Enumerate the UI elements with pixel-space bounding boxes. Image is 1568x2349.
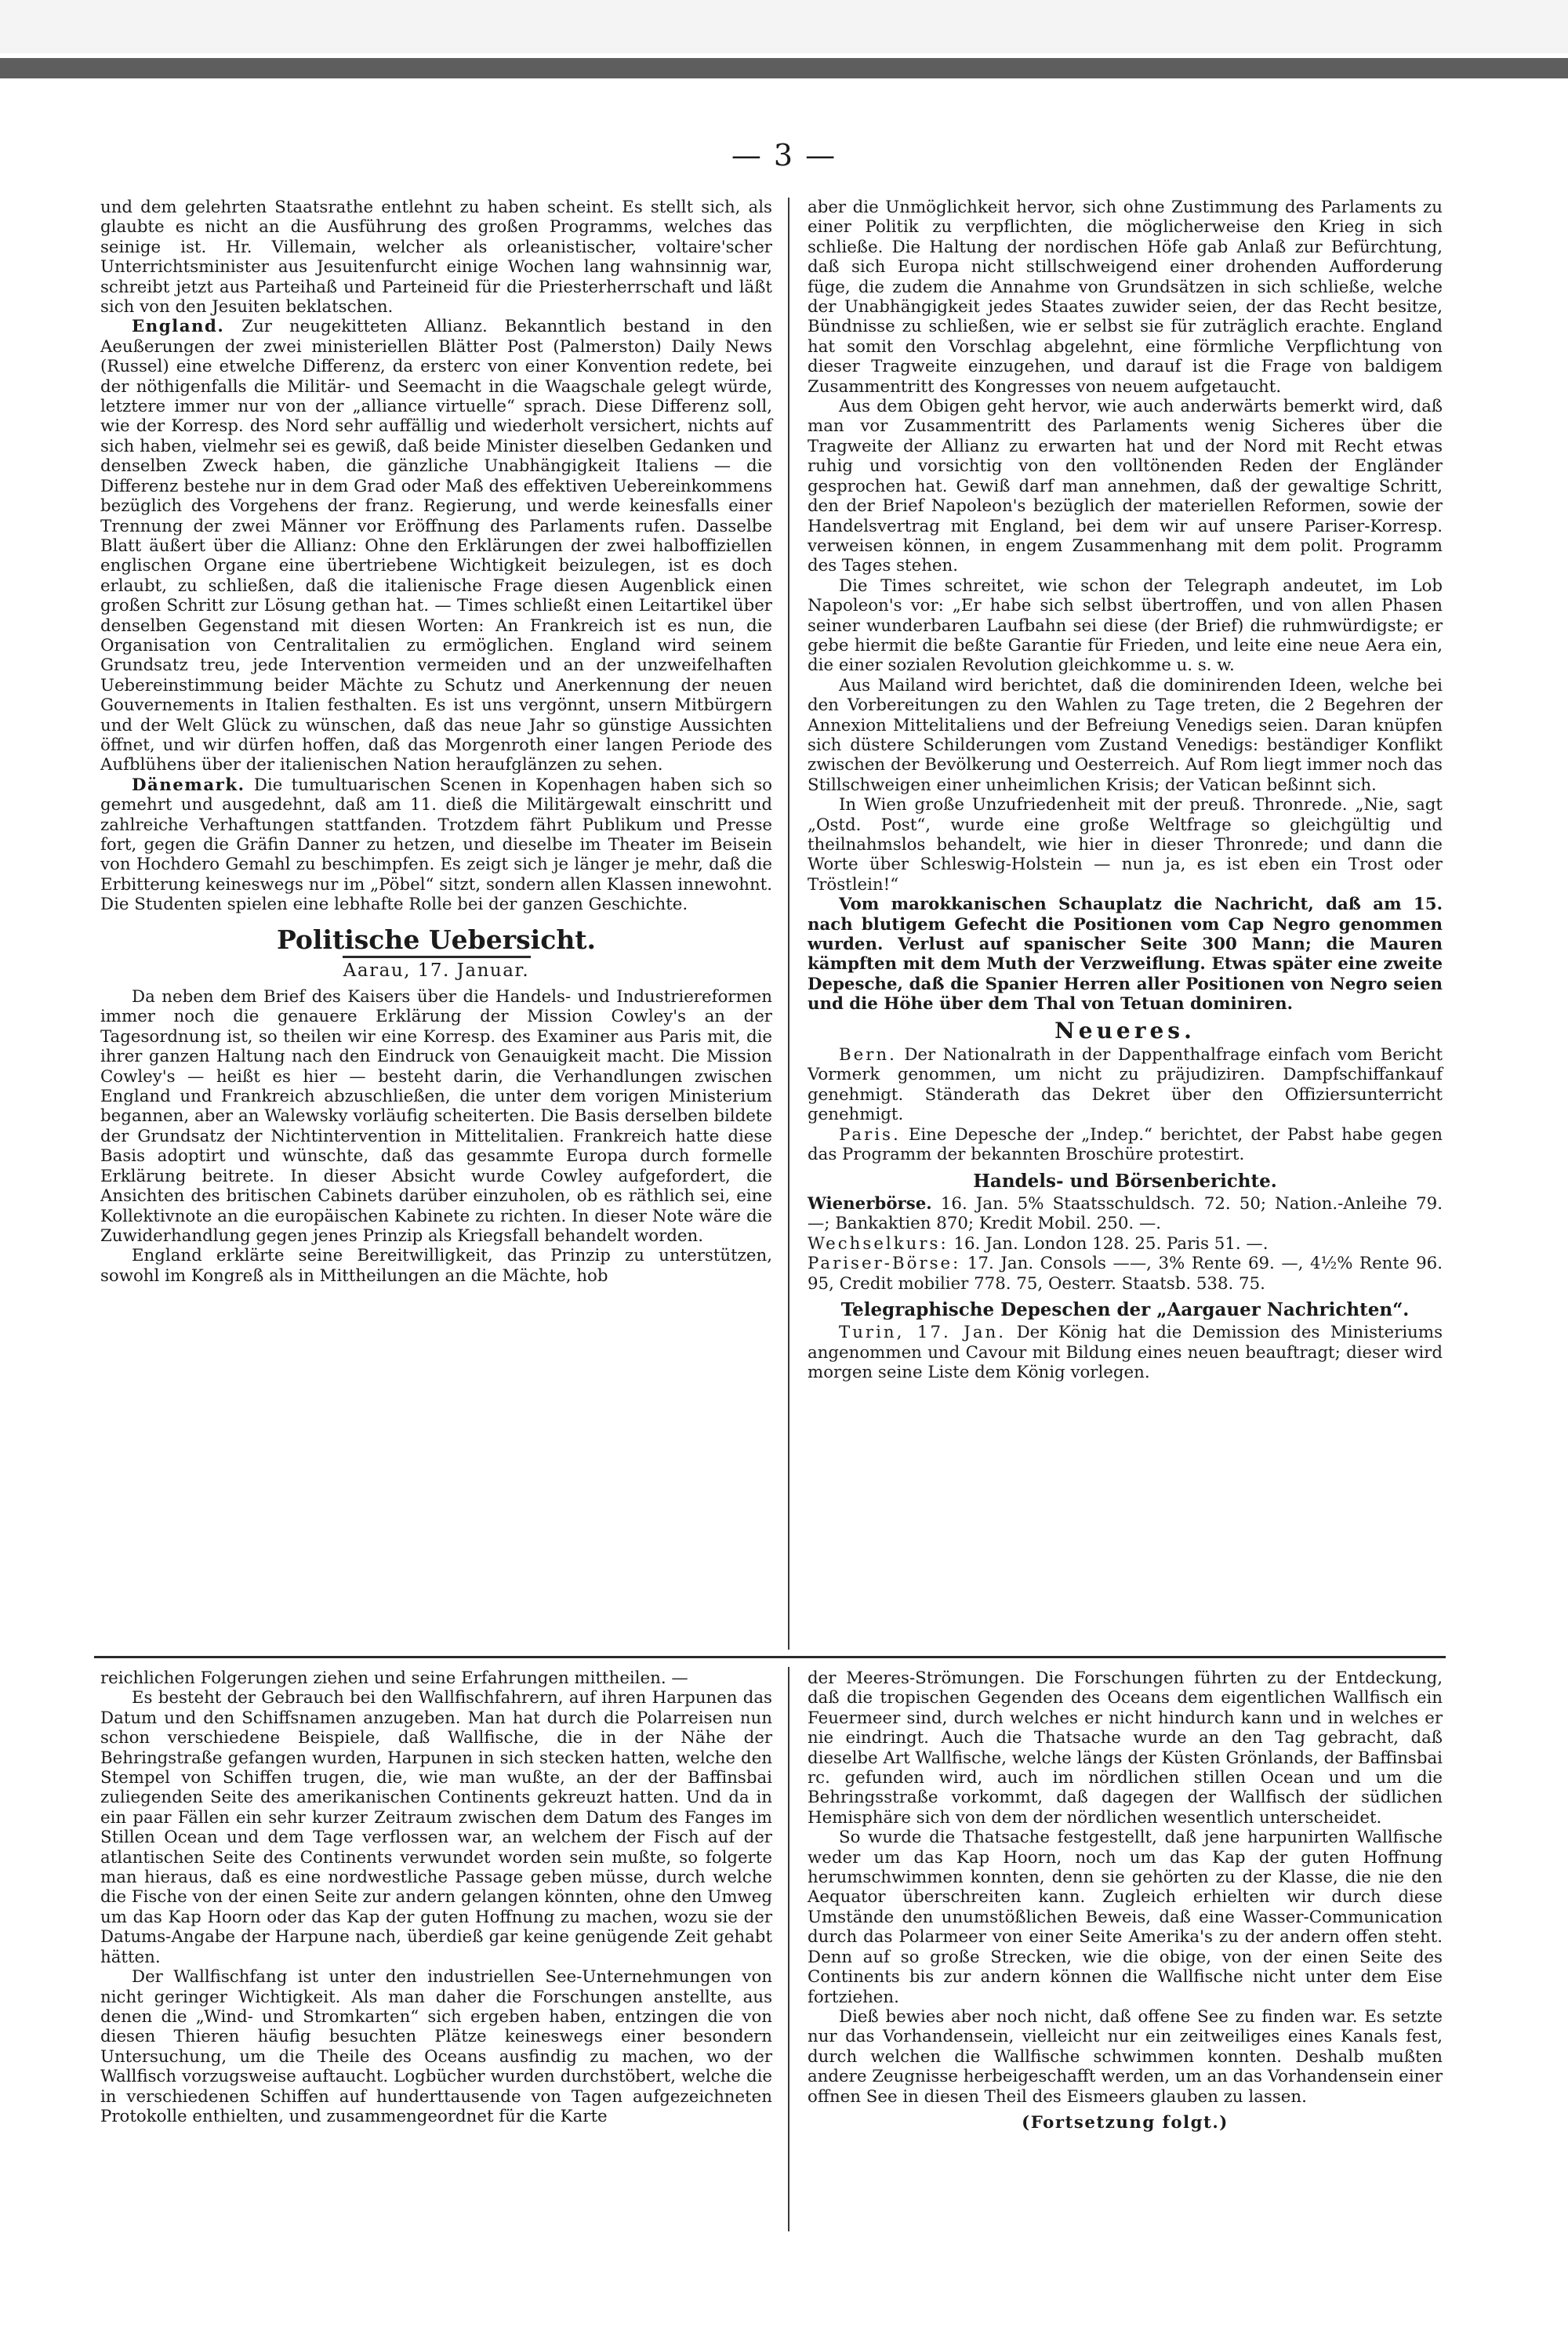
market-lead: Wienerbörse. bbox=[808, 1193, 932, 1214]
paragraph: Da neben dem Brief des Kaisers über die Handels- und Industriereformen immer noch die genauere Erklärung der Mission Cowley's an der Tagesordnung ist, so theilen wir eine Korresp. des Examiner aus Paris mit, die ihrer ganzen Haltung nach den Eindruck von Genauigkeit macht. Die Mission Cowley's — heißt es hier — besteht darin, die Verhandlungen zwischen England und Frankreich abzuschließen, die unter dem vorigen Ministerium begannen, aber an Walewsky vorläufig scheiterten. Die Basis derselben bildete der Grundsatz der Nichtintervention in Mittelitalien. Frankreich hatte diese Basis adoptirt und wünschte, daß das gesammte Europa durch formelle Erklärung beitrete. In dieser Absicht wurde Cowley aufgefordert, die Ansichten des britischen Cabinets darüber einzuholen, ob es räthlich sei, eine Kollektivnote an die europäischen Kabinete zu richten. In dieser Note wäre die Zuwiderhandlung gegen jenes Prinzip als Kriegsfall behandelt worden. bbox=[100, 987, 772, 1246]
news-item-paris bbox=[808, 1125, 1443, 1165]
paragraph: In Wien große Unzufriedenheit mit der preuß. Thronrede. „Nie, sagt „Ostd. Post“, wurde eine große Weltfrage so gleichgültig und theilnahmslos behandelt, wie hier in dieser Thronrede; und dann die Worte über Schleswig-Holstein — nun ja, es ist eben ein Trost oder Tröstlein!“ bbox=[808, 795, 1443, 895]
page-number: — 3 — bbox=[731, 138, 837, 172]
news-item-daenemark bbox=[100, 775, 772, 915]
column-separator-top bbox=[788, 198, 789, 1650]
paragraph: Aus Mailand wird berichtet, daß die dominirenden Ideen, welche bei den Vorbereitungen zu den Wahlen zu Tage treten, die 2 Begehren der Annexion Mittelitaliens und der Befreiung Venedigs seien. Daran knüpfen sich düstere Schilderungen vom Zustand Venedigs: beständiger Konflikt zwischen der Bevölkerung und Oesterreich. Auf Rom liegt immer noch das Stillschweigen einer unheimlichen Krisis; der Vatican beßinnt sich. bbox=[808, 675, 1443, 795]
paragraph: Es besteht der Gebrauch bei den Wallfischfahrern, auf ihren Harpunen das Datum und den Schiffsnamen anzugeben. Man hat durch die Polarreisen nun schon verschiedene Beispiele, daß Wallfische, die in der Nähe der Behringstraße gefangen wurden, Harpunen in sich stecken hatten, welche den Stempel von Schiffen trugen, die, wie man wußte, an der der Baffinsbai zuliegenden Seite des amerikanischen Continents gekreuzt hatten. Und da in ein paar Fällen ein sehr kurzer Zeitraum zwischen dem Datum des Fanges im Stillen Ocean und dem Tage verflossen war, an welchem der Fisch auf der atlantischen Seite des Continents verwundet worden sein mußte, so folgerte man hieraus, daß es eine nordwestliche Passage geben müsse, durch welche die Fische von der einen Seite zur andern gelangen könnten, ohne den Umweg um das Kap Hoorn oder das Kap der guten Hoffnung zu machen, wozu sie der Datums-Angabe der Harpune nach, überdieß gar keine genügende Zeit gehabt hätten. bbox=[100, 1688, 772, 1967]
column-left-upper bbox=[100, 198, 772, 1286]
market-text: 17. Jan. Consols ——, 3% Rente 69. —, 4½% Rente 96. 95, Credit mobilier 778. 75, Oesterr. Staatsb. 538. 75. bbox=[808, 1254, 1443, 1294]
dateline-lead: Turin, 17. Jan. bbox=[839, 1323, 1007, 1343]
dateline: Aarau, 17. Januar. bbox=[343, 960, 530, 981]
section-heading-markets: Handels- und Börsenberichte. bbox=[973, 1170, 1277, 1192]
market-text: 16. Jan. 5% Staatsschuldsch. 72. 50; Nation.-Anleihe 79. —; Bankaktien 870; Kredit Mobil. 250. —. bbox=[808, 1193, 1443, 1234]
news-item-england bbox=[100, 317, 772, 775]
section-lead: England. bbox=[132, 317, 225, 337]
continuation-note: (Fortsetzung folgt.) bbox=[1022, 2112, 1229, 2133]
heading-rule bbox=[343, 956, 531, 958]
paragraph: Vom marokkanischen Schauplatz die Nachricht, daß am 15. nach blutigem Gefecht die Positionen vom Cap Negro genommen wurden. Verlust auf spanischer Seite 300 Mann; die Mauren kämpften mit dem Muth der Verzweiflung. Etwas später eine zweite Depesche, daß die Spanier Herren aller Positionen von Negro seien und die Höhe über dem Thal von Tetuan dominiren. bbox=[808, 895, 1443, 1015]
column-left-lower bbox=[100, 1668, 772, 2126]
page-top-margin bbox=[0, 0, 1568, 53]
column-right-upper bbox=[808, 198, 1443, 1383]
paragraph: der Meeres-Strömungen. Die Forschungen führten zu der Entdeckung, daß die tropischen Gegenden des Oceans dem eigentlichen Wallfisch ein Feuermeer sind, durch welches er nicht hindurch kann und in welches er nie eindringt. Auch die Thatsache wurde an den Tag gebracht, daß dieselbe Art Wallfische, welche längs der Küsten Grönlands, der Baffinsbai rc. gefunden wird, auch im nördlichen stillen Ocean und um die Behringsstraße vorkommt, daß dagegen der Wallfisch der südlichen Hemisphäre sich von dem der nördlichen wesentlich unterscheidet. bbox=[808, 1668, 1443, 1828]
market-item bbox=[808, 1254, 1443, 1294]
news-item-bern bbox=[808, 1045, 1443, 1125]
dateline-lead: Bern. bbox=[839, 1045, 897, 1066]
dateline-lead: Paris. bbox=[839, 1124, 901, 1145]
scan-border-bar bbox=[0, 58, 1568, 78]
market-lead: Pariser-Börse: bbox=[808, 1254, 961, 1274]
column-right-lower bbox=[808, 1668, 1443, 2133]
paragraph: England erklärte seine Bereitwilligkeit, das Prinzip zu unterstützen, sowohl im Kongreß als in Mittheilungen an die Mächte, hob bbox=[100, 1246, 772, 1286]
paragraph-text: Der Nationalrath in der Dappenthalfrage einfach vom Bericht Vormerk genommen, um nicht zu präjudiziren. Dampfschiffankauf genehmigt. Ständerath das Dekret über den Offiziersunterricht genehmigt. bbox=[808, 1045, 1443, 1125]
paragraph: reichlichen Folgerungen ziehen und seine Erfahrungen mittheilen. — bbox=[100, 1668, 688, 1688]
news-item-turin bbox=[808, 1323, 1443, 1382]
market-text: 16. Jan. London 128. 25. Paris 51. —. bbox=[953, 1233, 1269, 1254]
section-heading-telegraph: Telegraphische Depeschen der „Aargauer Nachrichten“. bbox=[840, 1298, 1410, 1320]
paragraph: und dem gelehrten Staatsrathe entlehnt zu haben scheint. Es stellt sich, als glaubte es nicht an die Ausführung des großen Programms, welches das seinige ist. Hr. Villemain, welcher als orleanistischer, voltaire'scher Unterrichtsminister aus Jesuitenfurcht einige Wochen lang wahnsinnig war, schreibt jetzt aus Parteihaß und Parteineid für die Priesterherrschaft und läßt sich von den Jesuiten beklatschen. bbox=[100, 198, 772, 318]
paragraph: So wurde die Thatsache festgestellt, daß jene harpunirten Wallfische weder um das Kap Hoorn, noch um das Kap der guten Hoffnung herumschwimmen konnten, denn sie gehörten zu der Klasse, die nie den Aequator überschreiten kann. Zugleich erhielten wir durch diese Umstände den unumstößlichen Beweis, daß eine Wasser-Communication durch das Polarmeer von einer Seite Amerika's zu der andern offen steht. Denn auf so große Strecken, wie die obige, von der einen Seite des Continents bis zur andern können die Wallfische nicht unter dem Eise fortziehen. bbox=[808, 1828, 1443, 2007]
paragraph: Der Wallfischfang ist unter den industriellen See-Unternehmungen von nicht geringer Wichtigkeit. Als man daher die Forschungen anstellte, aus denen die „Wind- und Stromkarten“ sich ergeben haben, entzingen die von diesen Thieren häufig besuchten Plätze keineswegs einer besondern Untersuchung, um die Theile des Oceans ausfindig zu machen, wo der Wallfisch vorzugsweise auftaucht. Logbücher wurden durchstöbert, welche die in verschiedenen Schiffen auf hunderttausende von Tagen aufgezeichneten Protokolle enthielten, und zusammengeordnet für die Karte bbox=[100, 1967, 772, 2126]
paragraph: Dieß bewies aber noch nicht, daß offene See zu finden war. Es setzte nur das Vorhandensein, vielleicht nur ein zeitweiliges eines Kanals fest, durch welchen die Wallfische schwimmen konnten. Deshalb mußten andere Zeugnisse herbeigeschafft werden, um an das Vorhandensein einer offnen See in diesen Theil des Eismeers glauben zu lassen. bbox=[808, 2006, 1443, 2107]
market-item bbox=[808, 1194, 1443, 1234]
column-separator-bottom bbox=[788, 1667, 789, 2231]
paragraph-text: Zur neugekitteten Allianz. Bekanntlich bestand in den Aeußerungen der zwei ministeriellen Blätter Post (Palmerston) Daily News (Russel) eine etwelche Differenz, da ersterc von einer Konvention redete, bei der nöthigenfalls die Militär- und Seemacht in die Waagschale gelegt würde, letztere immer nur von der „alliance virtuelle“ sprach. Diese Differenz soll, wie der Korresp. des Nord sehr auffällig und wiederholt versichert, nichts auf sich haben, vielmehr sei es gewiß, daß beide Minister dieselben Gedanken und denselben Zweck haben, die gänzliche Unabhängigkeit Italiens — die Differenz bestehe nur in dem Grad oder Maß des effektiven Uebereinkommens bezüglich des Vorgehens der franz. Regierung, und werde keinesfalls einer Trennung der zwei Männer vor Eröffnung des Parlaments rufen. Dasselbe Blatt äußert über die Allianz: Ohne den Erklärungen der zwei halboffiziellen englischen Organe eine übertriebene Wichtigkeit beizulegen, ist es doch erlaubt, zu schließen, daß die italienische Frage diesen Augenblick einen großen Schritt zur Lösung gethan hat. — Times schließt einen Leitartikel über denselben Gegenstand mit diesen Worten: An Frankreich ist es nun, die Organisation von Centralitalien zu ermöglichen. England wird seinem Grundsatz treu, jede Intervention vermeiden und an der unzweifelhaften Uebereinstimmung beider Mächte zu Schutz und Anerkennung der neuen Gouvernements in Italien festhalten. Es ist uns vergönnt, unsern Mitbürgern und der Welt Glück zu wünschen, daß das neue Jahr so günstige Aussichten öffnet, und wir dürfen hoffen, daß das Morgenroth einer langen Periode des Aufblühens über der italienischen Nation heraufglänzen zu sehen. bbox=[100, 317, 772, 775]
paragraph: Aus dem Obigen geht hervor, wie auch anderwärts bemerkt wird, daß man vor Zusammentritt des Parlaments wenig Sicheres über die Tragweite der Allianz zu erwarten hat und der Nord mit Recht etwas ruhig und vorsichtig von den volltönenden Reden der Engländer gesprochen hat. Gewiß darf man annehmen, daß der gewaltige Schritt, den der Brief Napoleon's bezüglich der materiellen Reformen, sowie der Handelsvertrag mit England, bei dem wir auf unsere Pariser-Korresp. verweisen können, in engem Zusammenhang mit dem polit. Programm des Tages stehen. bbox=[808, 397, 1443, 576]
paragraph-text: Der König hat die Demission des Ministeriums angenommen und Cavour mit Bildung eines neuen beauftragt; dieser wird morgen seine Liste dem König vorlegen. bbox=[808, 1323, 1443, 1383]
paragraph: Die Times schreitet, wie schon der Telegraph andeutet, im Lob Napoleon's vor: „Er habe sich selbst übertroffen, und von allen Phasen seiner wunderbaren Laufbahn sei diese (der Brief) die ruhmwürdigste; er gebe hiermit die beßte Garantie für Frieden, und leite eine neue Aera ein, die einer sozialen Revolution gleichkomme u. s. w. bbox=[808, 575, 1443, 676]
market-reports bbox=[808, 1194, 1443, 1294]
section-lead: Dänemark. bbox=[132, 775, 245, 795]
paragraph-text: Die tumultuarischen Scenen in Kopenhagen haben sich so gemehrt und ausgedehnt, daß am 11. dieß die Militärgewalt einschritt und zahlreiche Verhaftungen stattfanden. Trotzdem fährt Publikum und Presse fort, gegen die Gräfin Danner zu hetzen, und dieselbe im Theater im Beisein von Hochdero Gemahl zu beschimpfen. Es zeigt sich je länger je mehr, daß die Erbitterung keineswegs nur im „Pöbel“ sitzt, sondern allen Klassen innewohnt. Die Studenten spielen eine lebhafte Rolle bei der ganzen Geschichte. bbox=[100, 775, 772, 915]
section-heading-overview: Politische Uebersicht. bbox=[276, 924, 597, 955]
section-heading-neueres: Neueres. bbox=[1054, 1017, 1196, 1044]
market-lead: Wechselkurs: bbox=[808, 1233, 949, 1254]
paragraph-text: Eine Depesche der „Indep.“ berichtet, der Pabst habe gegen das Programm der bekannten Broschüre protestirt. bbox=[808, 1124, 1443, 1165]
market-item bbox=[808, 1234, 1443, 1254]
paragraph: aber die Unmöglichkeit hervor, sich ohne Zustimmung des Parlaments zu einer Politik zu verpflichten, die möglicherweise den Krieg in sich schließe. Die Haltung der nordischen Höfe gab Anlaß zur Befürchtung, daß sich Europa nicht stillschweigend einer drohenden Aufforderung füge, die zudem die Annahme von Grundsätzen in sich schließe, welche der Unabhängigkeit jedes Staates zuwider seien, der das Recht besitze, Bündnisse zu schließen, wie er selbst sie für zuträglich erachte. England hat somit den Vorschlag abgelehnt, eine förmliche Verpflichtung von dieser Tragweite einzugehen, und darauf ist die Frage von baldigem Zusammentritt des Kongresses von neuem aufgetaucht. bbox=[808, 198, 1443, 397]
feuilleton-divider bbox=[94, 1656, 1446, 1658]
